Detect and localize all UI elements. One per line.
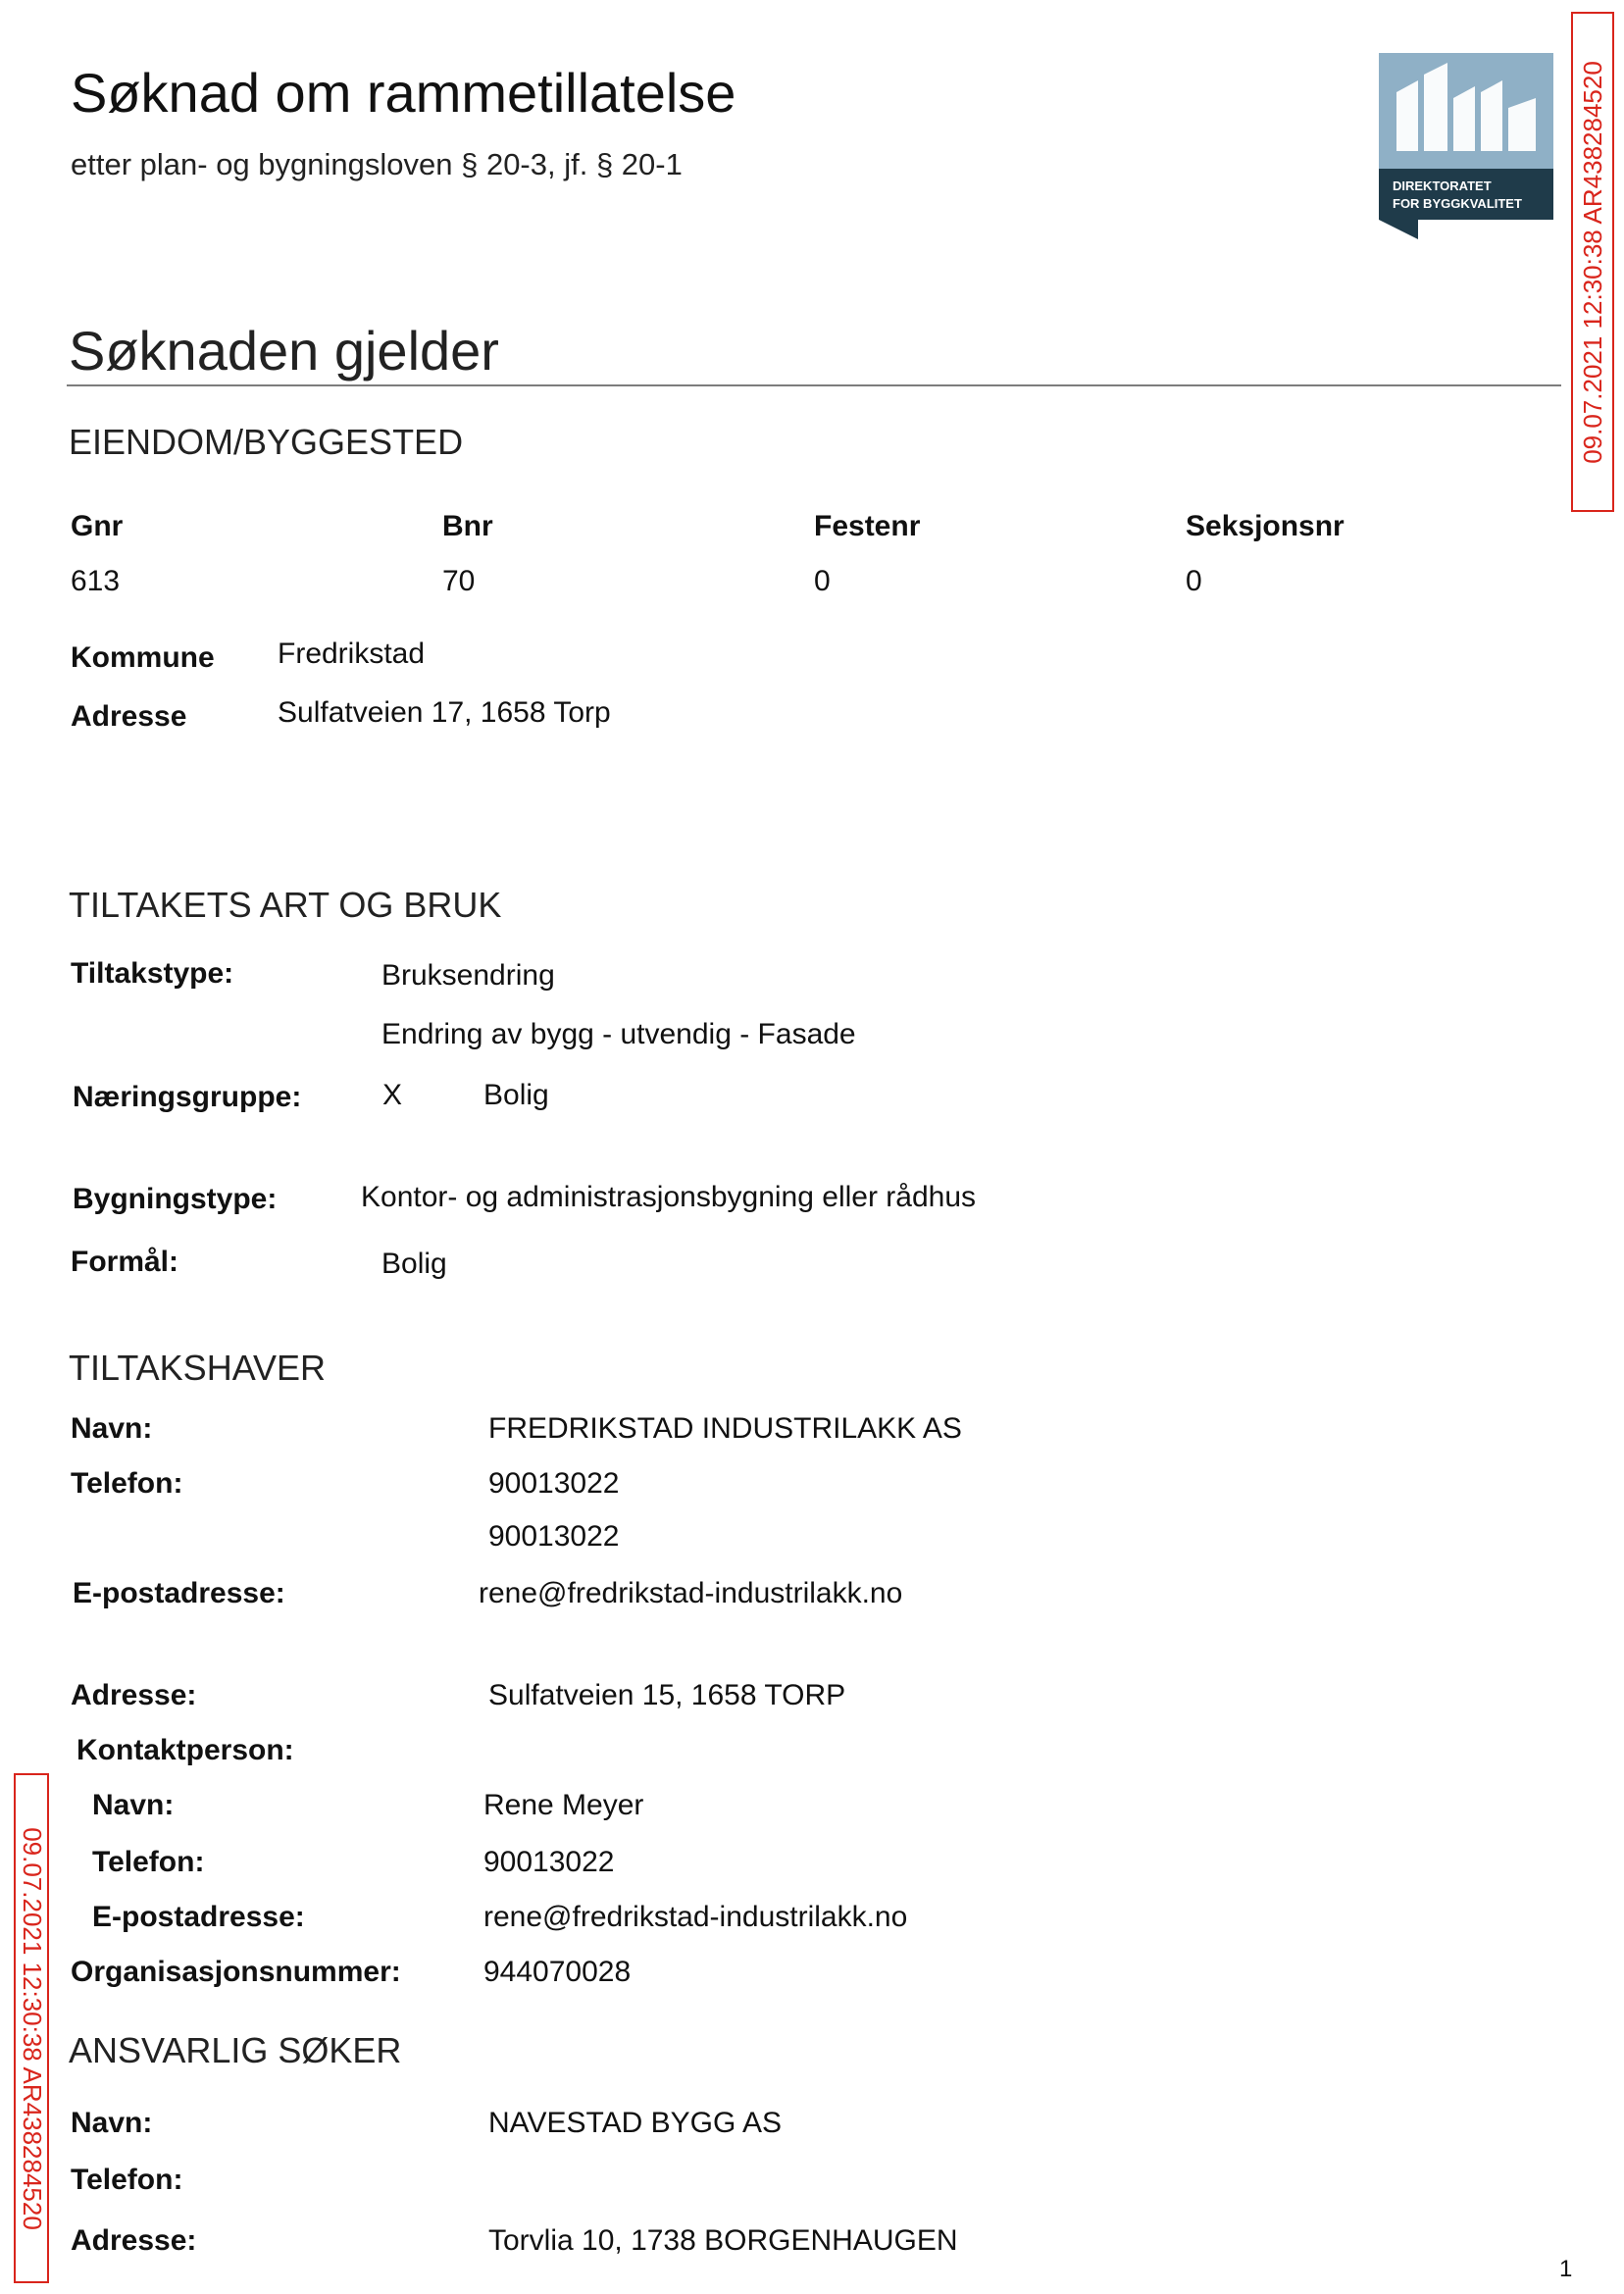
label-ansvarlig-navn: Navn:	[71, 2107, 153, 2139]
value-bnr: 70	[442, 565, 476, 597]
label-adresse: Adresse	[71, 700, 187, 733]
value-festenr: 0	[814, 565, 831, 597]
value-naeringsgruppe-code: X	[382, 1079, 403, 1111]
label-ansvarlig-adresse: Adresse:	[71, 2224, 197, 2257]
timestamp-stamp-left: 09.07.2021 12:30:38 AR438284520	[14, 1773, 49, 2283]
value-ansvarlig-adresse: Torvlia 10, 1738 BORGENHAUGEN	[488, 2224, 958, 2257]
value-tiltakstype-2: Endring av bygg - utvendig - Fasade	[381, 1018, 856, 1050]
label-ansvarlig-telefon: Telefon:	[71, 2164, 183, 2196]
label-tiltakshaver-adresse: Adresse:	[71, 1679, 197, 1711]
dibk-logo	[1379, 53, 1553, 239]
value-naeringsgruppe: Bolig	[483, 1079, 549, 1111]
value-orgnr: 944070028	[483, 1956, 632, 1988]
label-bnr: Bnr	[442, 510, 493, 542]
label-kontakt-epost: E-postadresse:	[92, 1901, 305, 1933]
value-kommune: Fredrikstad	[278, 637, 426, 670]
section-divider	[67, 384, 1561, 386]
value-kontakt-epost: rene@fredrikstad-industrilakk.no	[483, 1901, 908, 1933]
value-tiltakshaver-adresse: Sulfatveien 15, 1658 TORP	[488, 1679, 846, 1711]
label-kommune: Kommune	[71, 641, 215, 674]
label-kontakt-telefon: Telefon:	[92, 1846, 205, 1878]
value-bygningstype: Kontor- og administrasjonsbygning eller rådhus	[361, 1181, 977, 1213]
logo-text-1: DIREKTORATET	[1393, 178, 1492, 193]
label-bygningstype: Bygningstype:	[73, 1183, 278, 1215]
label-epost: E-postadresse:	[73, 1577, 285, 1609]
value-formal: Bolig	[381, 1248, 447, 1280]
value-ansvarlig-navn: NAVESTAD BYGG AS	[488, 2107, 782, 2139]
value-navn: FREDRIKSTAD INDUSTRILAKK AS	[488, 1412, 962, 1445]
label-telefon: Telefon:	[71, 1467, 183, 1500]
value-seksjonsnr: 0	[1186, 565, 1202, 597]
label-festenr: Festenr	[814, 510, 921, 542]
value-kontakt-telefon: 90013022	[483, 1846, 615, 1878]
timestamp-stamp-top: 09.07.2021 12:30:38 AR438284520	[1571, 12, 1614, 512]
label-naeringsgruppe: Næringsgruppe:	[73, 1081, 302, 1113]
label-kontakt-navn: Navn:	[92, 1789, 175, 1821]
label-gnr: Gnr	[71, 510, 124, 542]
value-kontakt-navn: Rene Meyer	[483, 1789, 644, 1821]
value-adresse: Sulfatveien 17, 1658 Torp	[278, 696, 611, 729]
value-gnr: 613	[71, 565, 121, 597]
subheading-tiltakshaver: TILTAKSHAVER	[69, 1348, 327, 1388]
value-tiltakstype-1: Bruksendring	[381, 959, 555, 992]
subheading-eiendom: EIENDOM/BYGGESTED	[69, 422, 464, 462]
value-epost: rene@fredrikstad-industrilakk.no	[479, 1577, 903, 1609]
subheading-ansvarlig-soker: ANSVARLIG SØKER	[69, 2030, 402, 2070]
value-telefon-1: 90013022	[488, 1467, 620, 1500]
page-number: 1	[1559, 2256, 1573, 2282]
label-kontaktperson: Kontaktperson:	[76, 1734, 294, 1766]
label-seksjonsnr: Seksjonsnr	[1186, 510, 1345, 542]
label-tiltakstype: Tiltakstype:	[71, 957, 234, 990]
document-subtitle: etter plan- og bygningsloven § 20-3, jf. § 20-1	[71, 147, 683, 181]
logo-text-2: FOR BYGGKVALITET	[1393, 196, 1522, 211]
label-formal: Formål:	[71, 1246, 179, 1278]
document-title: Søknad om rammetillatelse	[71, 62, 736, 124]
section-heading-soknaden: Søknaden gjelder	[69, 320, 499, 382]
subheading-tiltak: TILTAKETS ART OG BRUK	[69, 885, 502, 925]
label-orgnr: Organisasjonsnummer:	[71, 1956, 401, 1988]
label-navn: Navn:	[71, 1412, 153, 1445]
value-telefon-2: 90013022	[488, 1520, 620, 1553]
